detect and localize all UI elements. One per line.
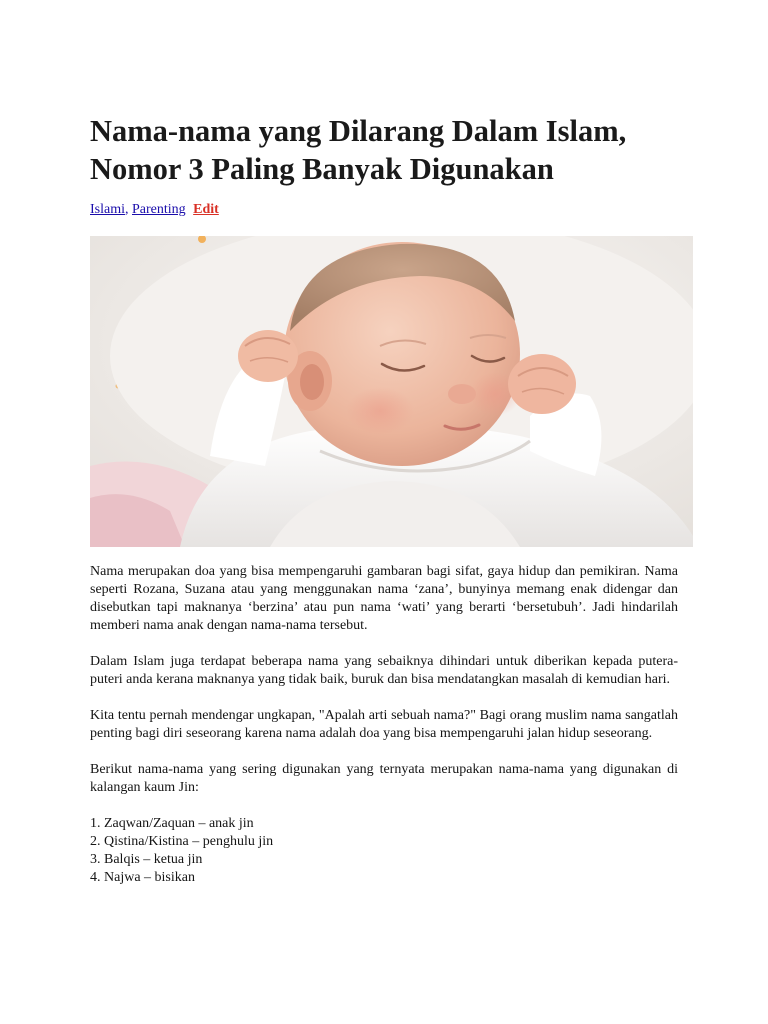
label-separator: , (125, 202, 129, 217)
post-labels (90, 201, 219, 219)
paragraph-4: Berikut nama-nama yang sering digunakan yang ternyata merupakan nama-nama yang digunakan di kalangan kaum Jin: (90, 762, 678, 795)
list-item: 3. Balqis – ketua jin (90, 852, 203, 867)
edit-link[interactable]: Edit (193, 202, 219, 217)
label-link-islami[interactable]: Islami (90, 202, 125, 217)
article-photo (90, 236, 693, 547)
label-link-parenting[interactable]: Parenting (132, 202, 186, 217)
article-body (90, 563, 678, 887)
list-item: 1. Zaqwan/Zaquan – anak jin (90, 816, 254, 831)
jin-names-list (90, 815, 678, 887)
article-title: Nama-nama yang Dilarang Dalam Islam, Nomor 3 Paling Banyak Digunakan (90, 114, 627, 186)
paragraph-2: Dalam Islam juga terdapat beberapa nama yang sebaiknya dihindari untuk diberikan kepada putera-puteri anda kerana maknanya yang tidak baik, buruk dan bisa mendatangkan masalah di kemudian hari. (90, 654, 678, 687)
paragraph-1: Nama merupakan doa yang bisa mempengaruhi gambaran bagi sifat, gaya hidup dan pemikiran. Nama seperti Rozana, Suzana atau yang menggunakan nama ‘zana’, bunyinya memang enak didengar dan disebutkan tapi maknanya ‘berzina’ atau pun nama ‘wati’ yang berarti ‘bersetubuh’. Jadi hindarilah memberi nama anak dengan nama-nama tersebut. (90, 564, 678, 633)
paragraph-3: Kita tentu pernah mendengar ungkapan, "Apalah arti sebuah nama?" Bagi orang muslim nama sangatlah penting bagi diri seseorang karena nama adalah doa yang bisa mempengaruhi jalan hidup seseorang. (90, 708, 678, 741)
sleeping-baby-image (90, 236, 693, 547)
list-item: 2. Qistina/Kistina – penghulu jin (90, 834, 274, 849)
list-item: 4. Najwa – bisikan (90, 870, 195, 885)
